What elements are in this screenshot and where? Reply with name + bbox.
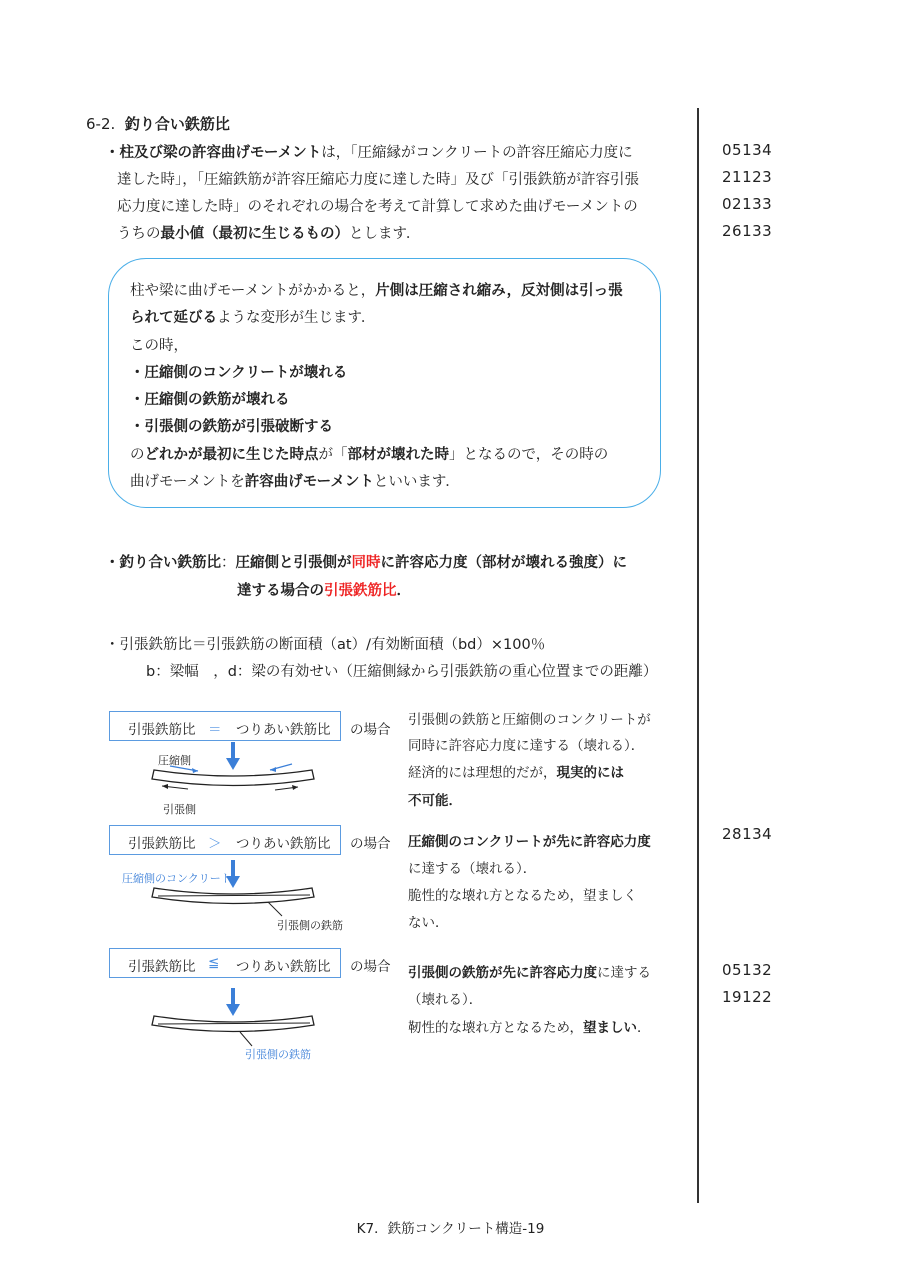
balanced-text: ． [396, 583, 411, 599]
case3-beam-diagram [140, 988, 340, 1048]
callout-bold: 部材が壊れた時 [347, 447, 449, 463]
case1-desc-2: 同時に許容応力度に達する（壊れる）． [408, 738, 645, 754]
case-operator: ＞ [208, 836, 222, 852]
section-heading [86, 113, 230, 134]
callout-bullet-2: ・圧縮側の鉄筋が壊れる [130, 392, 290, 408]
case1-label-compression: 圧縮側 [158, 754, 191, 767]
colon: ： [221, 555, 236, 571]
case2-label-compression-concrete: 圧縮側のコンクリート [122, 872, 232, 885]
case1-desc-5: 不可能． [408, 793, 462, 809]
callout-line-7 [130, 443, 608, 464]
desc-bold: 引張側の鉄筋が先に許容応力度 [408, 965, 597, 981]
callout-line-2 [130, 306, 375, 327]
case1-label-tension: 引張側 [163, 803, 196, 816]
case1-comparison-box [109, 711, 341, 741]
callout-text: が「 [318, 447, 348, 463]
case2-desc-1: 圧縮側のコンクリートが先に許容応力度 [408, 834, 651, 850]
case-right: つりあい鉄筋比 [236, 722, 331, 738]
term-allowable-moment: ・柱及び梁の許容曲げモーメント [105, 145, 322, 161]
case2-desc-2: に達する（壊れる）． [408, 861, 537, 877]
callout-bold: 片側は圧縮され縮み，反対側は引っ張 [375, 283, 623, 299]
balanced-text: 圧縮側と引張側が [235, 555, 352, 571]
intro-line-1 [105, 141, 633, 162]
intro-line-3: 応力度に達した時」のそれぞれの場合を考えて計算して求めた曲げモーメントの [117, 199, 638, 215]
desc-text: 靭性的な壊れ方となるため， [408, 1020, 583, 1036]
case3-note: の場合 [350, 959, 391, 975]
callout-bold: られて延びる [130, 310, 217, 326]
case2-desc-3: 脆性的な壊れ方となるため，望ましく [408, 888, 637, 904]
balanced-line-2 [237, 579, 411, 600]
case-left: 引張鉄筋比 [128, 722, 196, 738]
ref-number: 28134 [722, 825, 773, 843]
case-operator: ＝ [208, 722, 222, 738]
case3-desc-3 [408, 1016, 650, 1036]
balanced-term: ・釣り合い鉄筋比 [105, 555, 221, 571]
balanced-highlight: 引張鉄筋比 [324, 583, 397, 599]
intro-text: とします． [349, 226, 421, 242]
intro-line-4 [117, 222, 420, 243]
callout-text: 柱や梁に曲げモーメントがかかると， [130, 283, 376, 299]
callout-text: 曲げモーメントを [130, 474, 245, 490]
ref-number: 02133 [722, 195, 773, 213]
desc-bold: 望ましい [582, 1020, 637, 1036]
intro-line-2: 達した時」，「圧縮鉄筋が許容圧縮応力度に達した時」及び「引張鉄筋が許容引張 [117, 172, 639, 188]
case1-desc-1: 引張側の鉄筋と圧縮側のコンクリートが [408, 712, 651, 728]
case-right: つりあい鉄筋比 [236, 836, 331, 852]
callout-bullet-1: ・圧縮側のコンクリートが壊れる [130, 365, 348, 381]
case3-desc-2: （壊れる）． [408, 992, 483, 1008]
ref-number: 05134 [722, 141, 773, 159]
desc-text: ． [636, 1020, 651, 1036]
balanced-text: 達する場合の [237, 583, 324, 599]
desc-bold: 現実的には [556, 765, 624, 781]
callout-text: の [130, 447, 145, 463]
case-operator: ≦ [208, 955, 220, 971]
callout-line-8 [130, 470, 460, 491]
section-title: 釣り合い鉄筋比 [124, 115, 230, 133]
callout-text: ような変形が生じます． [217, 310, 376, 326]
callout-line-1 [130, 279, 623, 300]
case1-note: の場合 [350, 722, 391, 738]
case3-comparison-box [109, 948, 341, 978]
page-footer: K7．鉄筋コンクリート構造-19 [356, 1221, 545, 1237]
balanced-highlight: 同時 [351, 555, 381, 571]
case2-beam-diagram [140, 860, 340, 920]
balanced-line-1 [105, 551, 627, 572]
term-min-value: 最小値（最初に生じるもの） [160, 226, 349, 242]
desc-text: 経済的には理想的だが， [408, 765, 557, 781]
intro-text: は，「圧縮縁がコンクリートの許容圧縮応力度に [321, 145, 633, 161]
case1-desc-3 [408, 761, 624, 781]
intro-text: うちの [117, 226, 161, 242]
case2-desc-4: ない． [408, 915, 449, 931]
section-number: 6-2. [86, 115, 116, 133]
case2-comparison-box [109, 825, 341, 855]
margin-rule [697, 108, 699, 1203]
callout-text: 」となるので，その時の [449, 447, 609, 463]
case2-label-tension-rebar: 引張側の鉄筋 [277, 919, 343, 932]
callout-line-3: この時， [130, 338, 188, 354]
balanced-text: に許容応力度（部材が壊れる強度）に [380, 555, 627, 571]
case-right: つりあい鉄筋比 [236, 959, 331, 975]
ref-number: 05132 [722, 961, 773, 979]
callout-bold: どれかが最初に生じた時点 [144, 447, 319, 463]
case3-label-tension-rebar: 引張側の鉄筋 [245, 1048, 311, 1061]
ref-number: 19122 [722, 988, 773, 1006]
callout-text: といいます． [373, 474, 460, 490]
ref-number: 21123 [722, 168, 773, 186]
callout-bold: 許容曲げモーメント [244, 474, 374, 490]
ref-number: 26133 [722, 222, 773, 240]
case-left: 引張鉄筋比 [128, 959, 196, 975]
callout-bullet-3: ・引張側の鉄筋が引張破断する [130, 419, 333, 435]
formula-line-1: ・引張鉄筋比＝引張鉄筋の断面積（at）/有効断面積（bd）×100％ [105, 637, 546, 653]
desc-text: に達する [597, 965, 651, 981]
case3-desc-1 [408, 961, 651, 981]
formula-line-2: b：梁幅 ，d：梁の有効せい（圧縮側縁から引張鉄筋の重心位置までの距離） [146, 664, 658, 680]
case2-note: の場合 [350, 836, 391, 852]
case-left: 引張鉄筋比 [128, 836, 196, 852]
